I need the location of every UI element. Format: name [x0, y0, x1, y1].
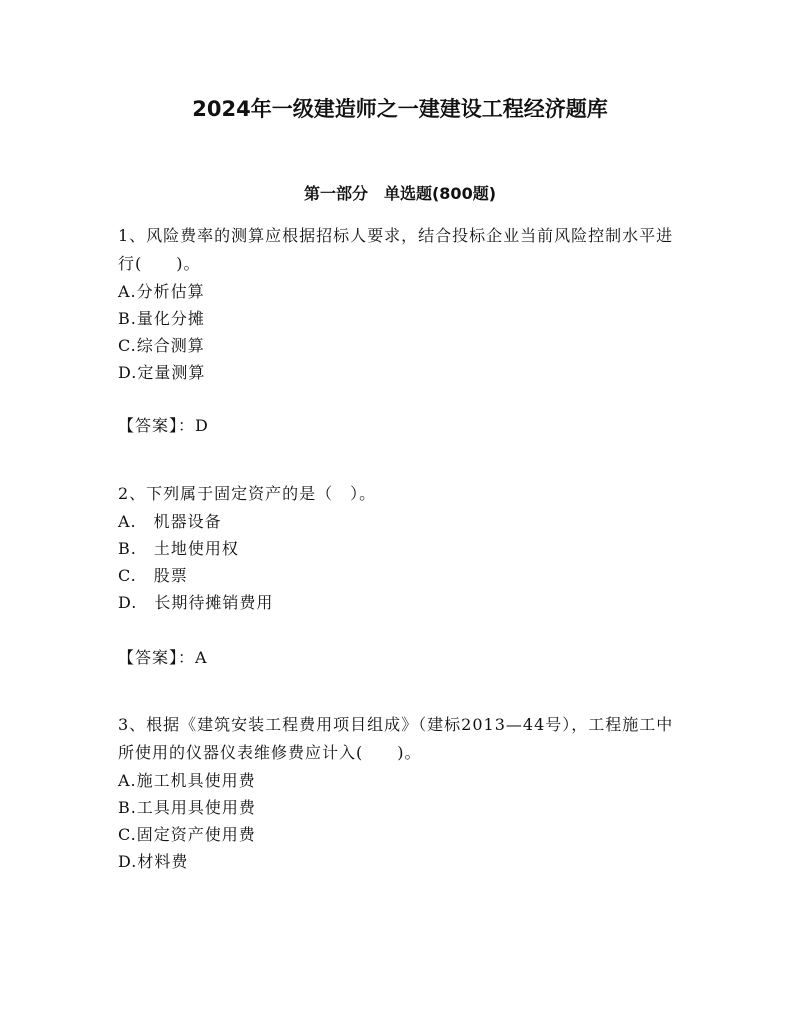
section-heading: 第一部分 单选题(800题) [303, 184, 497, 203]
question-stem: 3、根据《建筑安装工程费用项目组成》（建标2013—44号），工程施工中所使用的仪器仪表维修费应计入( )。 [118, 715, 674, 762]
option-b: B.工具用具使用费 [118, 798, 256, 817]
option-c: C.综合测算 [118, 336, 205, 355]
answer-1 [118, 413, 209, 439]
option-c: C.固定资产使用费 [118, 825, 256, 844]
option-b: B.量化分摊 [118, 309, 205, 328]
answer-value: D [195, 416, 209, 435]
question-1 [118, 222, 678, 386]
answer-2 [118, 645, 208, 671]
document-title: 2024年一级建造师之一建建设工程经济题库 [192, 97, 608, 121]
option-a: A.分析估算 [118, 282, 205, 301]
option-d: D.定量测算 [118, 363, 206, 382]
option-b: B. 土地使用权 [118, 539, 239, 558]
answer-label: 【答案】： [118, 416, 196, 435]
answer-label: 【答案】： [118, 648, 196, 667]
question-2 [118, 480, 678, 616]
option-c: C. 股票 [118, 566, 188, 585]
option-a: A. 机器设备 [118, 512, 222, 531]
option-d: D.材料费 [118, 852, 189, 871]
option-d: D. 长期待摊销费用 [118, 593, 274, 612]
question-3 [118, 711, 678, 875]
question-stem: 1、风险费率的测算应根据招标人要求，结合投标企业当前风险控制水平进行( )。 [118, 226, 674, 273]
question-stem: 2、下列属于固定资产的是（ ）。 [118, 484, 377, 503]
answer-value: A [195, 648, 208, 667]
option-a: A.施工机具使用费 [118, 771, 256, 790]
